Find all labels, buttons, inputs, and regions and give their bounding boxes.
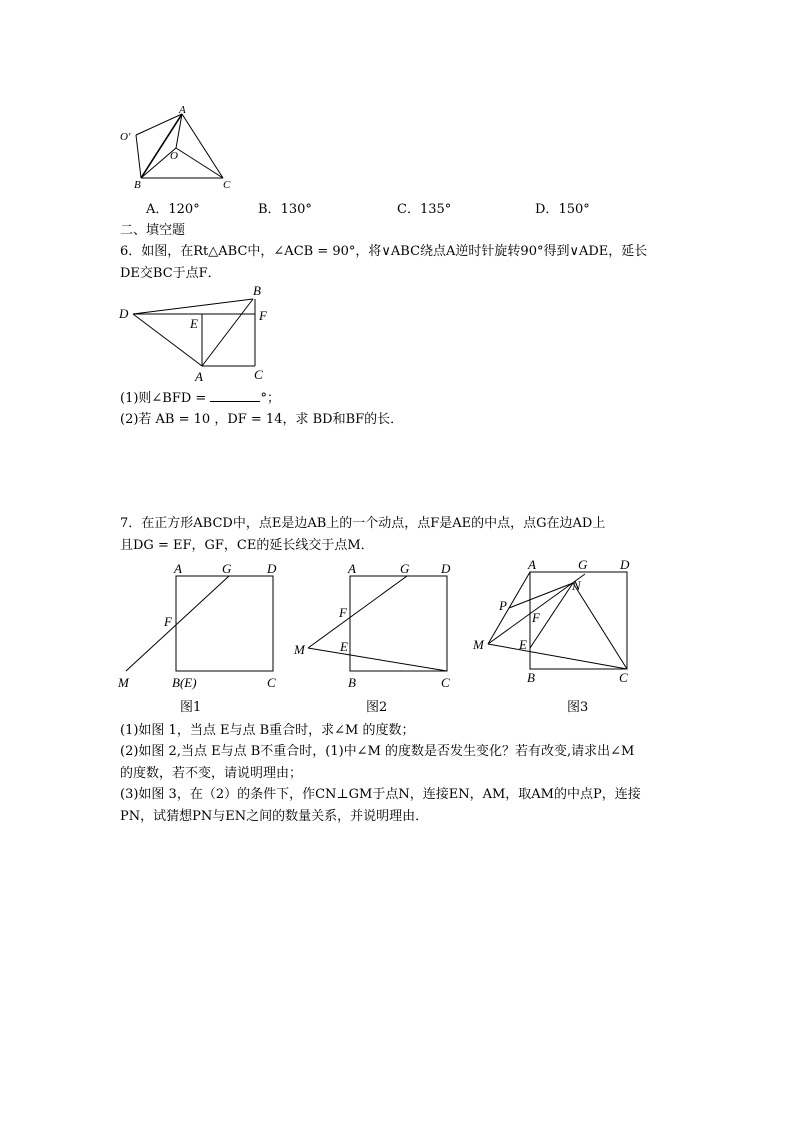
q5-option-d: D．150°	[535, 202, 590, 217]
fig7-1-label-BE: B(E)	[172, 675, 197, 690]
fig7-1-label-G: G	[222, 561, 232, 576]
caption-fig2: 图2	[366, 700, 388, 715]
q7-part-2-line-2: 的度数，若不变，请说明理由；	[120, 766, 303, 781]
fig7-2-label-A: A	[348, 561, 356, 576]
fig6-label-D: D	[119, 306, 129, 321]
fig6-label-E: E	[190, 316, 198, 331]
fig7-2-label-M: M	[294, 642, 305, 657]
q6-part-1: (1)则∠BFD = °；	[120, 391, 280, 406]
fig7-3-label-B: B	[527, 670, 535, 685]
fig6-label-F: F	[259, 308, 267, 323]
fig5-label-A: A	[179, 105, 186, 116]
fig5-label-O-prime: O′	[120, 131, 131, 143]
q7-figure-3	[468, 555, 643, 693]
q7-part-3-line-1: (3)如图 3，在（2）的条件下，作CN⊥GM于点N，连接EN，AM，取AM的中点P，连接	[120, 787, 641, 802]
q6-line-2: DE交BC于点F．	[120, 266, 221, 281]
q7-part-3-line-2: PN，试猜想PN与EN之间的数量关系，并说明理由．	[120, 809, 429, 824]
fig7-3-label-F: F	[532, 610, 540, 625]
fig5-label-B: B	[134, 179, 141, 190]
fig7-2-label-B: B	[348, 675, 356, 690]
fig7-2-label-C: C	[441, 675, 450, 690]
q6-line-1: 6．如图，在Rt△ABC中，∠ACB = 90°，将∨ABC绕点A逆时针旋转90°得到∨ADE，延长	[120, 244, 648, 259]
q5-option-b: B．130°	[258, 202, 312, 217]
section-heading: 二、填空题	[120, 223, 186, 238]
fig7-2-label-E: E	[340, 639, 348, 654]
q7-figure-1	[112, 558, 287, 693]
fig7-1-label-C: C	[267, 675, 276, 690]
fig7-3-label-G: G	[578, 557, 588, 572]
fig7-3-label-A: A	[528, 557, 536, 572]
fig7-3-label-M: M	[473, 637, 484, 652]
fig5-label-O: O	[170, 150, 178, 162]
fig6-label-A: A	[195, 369, 203, 384]
fig7-3-label-C: C	[619, 670, 628, 685]
q5-option-a: A．120°	[146, 202, 200, 217]
fig5-label-C: C	[223, 179, 231, 190]
fig7-1-label-A: A	[174, 561, 182, 576]
fig7-2-label-G: G	[400, 561, 410, 576]
q7-part-2-line-1: (2)如图 2,当点 E与点 B不重合时，(1)中∠M 的度数是否发生变化？若有改变,请求出∠M	[120, 744, 635, 759]
caption-fig3: 图3	[567, 700, 589, 715]
fig6-label-C: C	[254, 367, 263, 382]
fig7-3-label-E: E	[519, 637, 527, 652]
q7-line-2: 且DG = EF，GF，CE的延长线交于点M．	[120, 538, 374, 553]
fig7-3-label-D: D	[620, 557, 630, 572]
caption-fig1: 图1	[180, 700, 202, 715]
fig6-label-B: B	[253, 283, 261, 298]
q5-option-c: C．135°	[397, 202, 452, 217]
fig7-1-label-M: M	[118, 675, 129, 690]
q7-part-1: (1)如图 1，当点 E与点 B重合时，求∠M 的度数；	[120, 723, 415, 738]
fig7-3-label-P: P	[499, 598, 507, 613]
q7-line-1: 7．在正方形ABCD中，点E是边AB上的一个动点，点F是AE的中点，点G在边AD上	[120, 516, 606, 531]
q6-figure	[115, 283, 280, 385]
q5-figure	[115, 105, 245, 190]
fig7-1-label-D: D	[267, 561, 277, 576]
fig7-2-label-D: D	[441, 561, 451, 576]
q7-figure-2	[290, 558, 460, 693]
fig7-2-label-F: F	[339, 605, 347, 620]
fig7-1-label-F: F	[164, 614, 172, 629]
q6-part-2: (2)若 AB = 10 ，DF = 14，求 BD和BF的长．	[120, 412, 404, 427]
q6-answer-blank	[210, 389, 260, 402]
fig7-3-label-N: N	[572, 578, 581, 593]
